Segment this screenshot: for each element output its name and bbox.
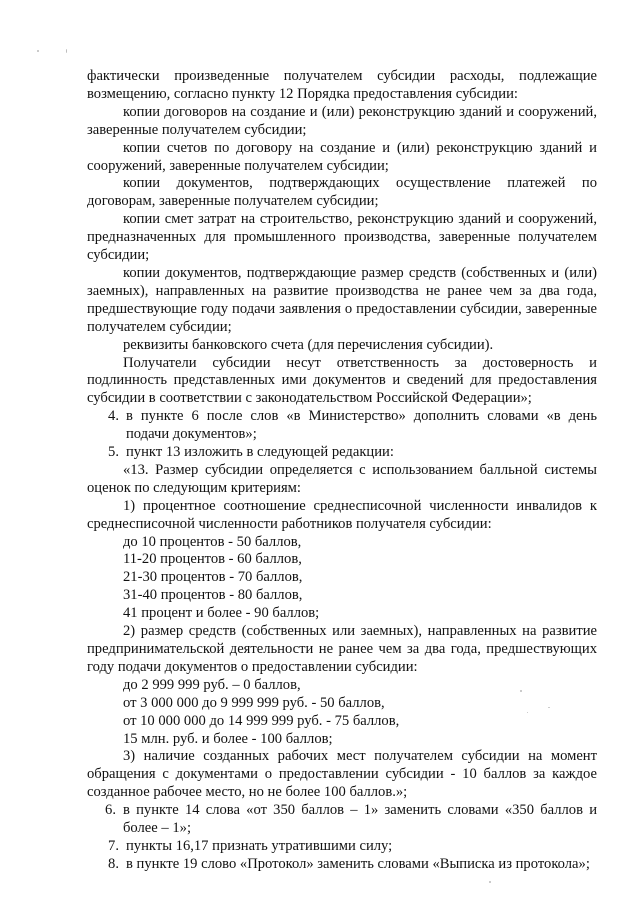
criterion-2-list [87,677,597,749]
item-number: 7. [108,837,119,854]
list-item: 15 млн. руб. и более - 100 баллов; [123,730,333,747]
criterion-1-list [87,534,597,624]
item-number: 8. [108,855,119,872]
list-item-5 [87,444,597,462]
criterion-2: 2) размер средств (собственных или заемных), направленных на развитие предпринимательской деятельности не ранее чем за два года, предшествующих году подачи документов о предоставлении субсидии: [87,623,597,675]
list-item: от 3 000 000 до 9 999 999 руб. - 50 баллов, [123,694,385,711]
item-text: пункт 13 изложить в следующей редакции: [126,444,394,461]
paragraph-invoices: копии счетов по договору на создание и (или) реконструкцию зданий и сооружений, заверенные получателем субсидии; [87,139,597,174]
list-item-6 [87,802,597,838]
paragraph-bank-details: реквизиты банковского счета (для перечисления субсидии). [123,336,494,353]
list-item-8 [87,856,597,874]
paragraph-contracts: копии договоров на создание и (или) реконструкцию зданий и сооружений, заверенные получателем субсидии; [87,103,597,138]
item-text: пункты 16,17 признать утратившими силу; [126,837,393,854]
list-item: 31-40 процентов - 80 баллов, [123,587,303,604]
paragraph-funds: копии документов, подтверждающие размер средств (собственных и (или) заемных), направленных на развитие производства не ранее чем за два года, предшествующие году подачи заявления о предоставлении субсидии, заверенные получателем субсидии; [87,264,597,335]
list-item: 41 процент и более - 90 баллов; [123,605,320,622]
list-item: 11-20 процентов - 60 баллов, [123,551,302,568]
list-item: до 10 процентов - 50 баллов, [123,533,302,550]
paragraph-expenses: фактически произведенные получателем субсидии расходы, подлежащие возмещению, согласно пункту 12 Порядка предоставления субсидии: [87,68,597,102]
paragraph-payments: копии документов, подтверждающих осуществление платежей по договорам, заверенные получателем субсидии; [87,175,597,210]
list-item-7 [87,838,597,856]
criterion-3: 3) наличие созданных рабочих мест получателем субсидии на момент обращения с документами о предоставлении субсидии - 10 баллов за каждое созданное рабочее место, но не более 100 баллов.»; [87,748,597,801]
clause-13-intro: «13. Размер субсидии определяется с использованием балльной системы оценок по следующим критериям: [87,461,597,496]
item-text: в пункте 14 слова «от 350 баллов – 1» заменить словами «350 баллов и более – 1»; [123,802,597,837]
list-item-4 [87,408,597,444]
document-body [87,68,597,874]
item-text: в пункте 6 после слов «в Министерство» дополнить словами «в день подачи документов»; [126,408,597,443]
list-item: до 2 999 999 руб. – 0 баллов, [123,676,301,693]
list-item: от 10 000 000 до 14 999 999 руб. - 75 баллов, [123,712,400,729]
scan-speck [37,50,39,52]
scan-speck [66,49,67,53]
item-number: 5. [108,444,119,461]
criterion-1: 1) процентное соотношение среднесписочной численности инвалидов к среднесписочной численности работников получателя субсидии: [87,497,597,532]
list-item: 21-30 процентов - 70 баллов, [123,569,303,586]
paragraph-estimates: копии смет затрат на строительство, реконструкцию зданий и сооружений, предназначенных для промышленного производства, заверенные получателем субсидии; [87,211,597,264]
item-number: 6. [105,802,116,819]
paragraph-responsibility: Получатели субсидии несут ответственность за достоверность и подлинность представленных ими документов и сведений для предоставления субсидии в соответствии с законодательством Российской Федерации»; [87,354,597,407]
item-text: в пункте 19 слово «Протокол» заменить словами «Выписка из протокола»; [126,855,590,872]
scan-speck [489,881,491,883]
item-number: 4. [108,408,119,425]
